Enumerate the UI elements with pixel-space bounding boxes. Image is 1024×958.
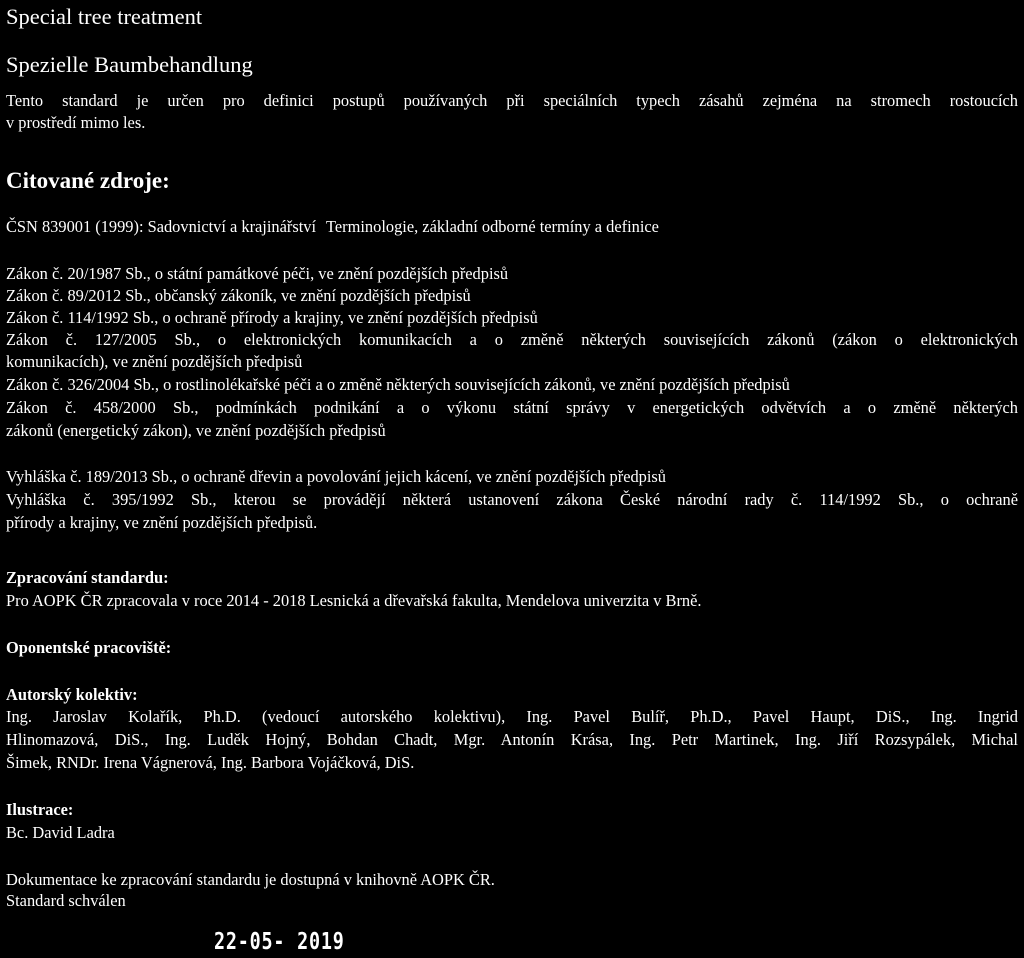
sources-heading: Citované zdroje: — [6, 168, 170, 193]
law-item: Zákon č. 127/2005 Sb., o elektronických komunikacích a o změně některých souvisejících zákonů (zákon o elektronických — [6, 330, 1018, 349]
intro-line-2: v prostředí mimo les. — [6, 113, 146, 132]
approval-date-stamp: 22-05- 2019 — [214, 929, 345, 955]
law-item: Zákon č. 458/2000 Sb., podmínkách podnikání a o výkonu státní správy v energetických odvětvích a o změně některých — [6, 398, 1018, 417]
law-item: Zákon č. 114/1992 Sb., o ochraně přírody a krajiny, ve znění pozdějších předpisů — [6, 308, 538, 327]
law-item-continued: komunikacích), ve znění pozdějších předpisů — [6, 352, 303, 371]
authors-line: Ing. Jaroslav Kolařík, Ph.D. (vedoucí autorského kolektivu), Ing. Pavel Bulíř, Ph.D., Pavel Haupt, DiS., Ing. Ingrid — [6, 707, 1018, 726]
csn-reference — [6, 216, 659, 238]
law-item-continued: zákonů (energetický zákon), ve znění pozdějších předpisů — [6, 421, 386, 440]
decree-item: Vyhláška č. 395/1992 Sb., kterou se provádějí některá ustanovení zákona České národní rady č. 114/1992 Sb., o ochraně — [6, 490, 1018, 509]
title-german: Spezielle Baumbehandlung — [6, 52, 253, 77]
documentation-note: Dokumentace ke zpracování standardu je dostupná v knihovně AOPK ČR. — [6, 870, 495, 889]
law-item: Zákon č. 89/2012 Sb., občanský zákoník, ve znění pozdějších předpisů — [6, 286, 471, 305]
authors-line: Hlinomazová, DiS., Ing. Luděk Hojný, Bohdan Chadt, Mgr. Antonín Krása, Ing. Petr Martinek, Ing. Jiří Rozsypálek, Michal — [6, 730, 1018, 749]
opponent-label: Oponentské pracoviště: — [6, 638, 172, 657]
processing-label: Zpracování standardu: — [6, 568, 169, 587]
csn-reference-right: Terminologie, základní odborné termíny a definice — [326, 217, 659, 236]
law-item: Zákon č. 326/2004 Sb., o rostlinolékařské péči a o změně některých souvisejících zákonů, ve znění pozdějších předpisů — [6, 375, 790, 394]
illustrations-name: Bc. David Ladra — [6, 823, 115, 842]
csn-reference-left: ČSN 839001 (1999): Sadovnictví a krajinářství — [6, 217, 317, 236]
law-item: Zákon č. 20/1987 Sb., o státní památkové péči, ve znění pozdějších předpisů — [6, 264, 509, 283]
title-english: Special tree treatment — [6, 4, 203, 29]
authors-line: Šimek, RNDr. Irena Vágnerová, Ing. Barbora Vojáčková, DiS. — [6, 753, 415, 772]
decree-item: Vyhláška č. 189/2013 Sb., o ochraně dřevin a povolování jejich kácení, ve znění pozdějších předpisů — [6, 467, 666, 486]
decree-item-continued: přírody a krajiny, ve znění pozdějších předpisů. — [6, 513, 318, 532]
approved-label: Standard schválen — [6, 891, 126, 910]
intro-line-1: Tento standard je určen pro definici postupů používaných při speciálních typech zásahů zejména na stromech rostoucích — [6, 91, 1018, 110]
illustrations-label: Ilustrace: — [6, 800, 74, 819]
processing-text: Pro AOPK ČR zpracovala v roce 2014 - 2018 Lesnická a dřevařská fakulta, Mendelova univerzita v Brně. — [6, 591, 702, 610]
authors-label: Autorský kolektiv: — [6, 685, 138, 704]
